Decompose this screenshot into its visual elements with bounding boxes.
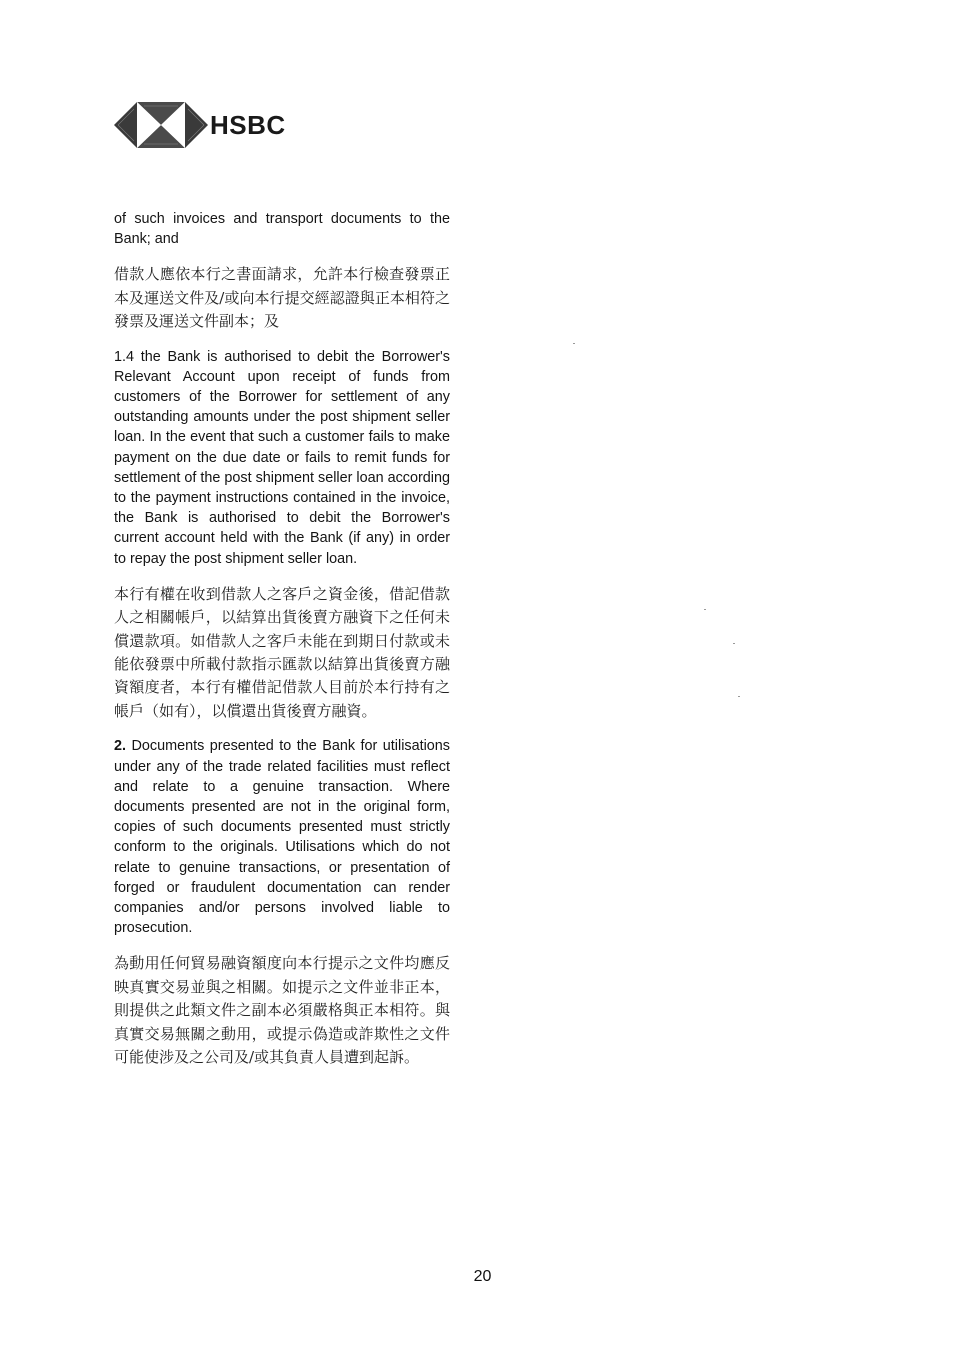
paragraph-3-english (114, 736, 450, 938)
paragraph-3-text: Documents presented to the Bank for utilisations under any of the trade related facilities must reflect and relate to a genuine transaction. Where documents presented are not in the original form, copies of such documents presented must strictly conform to the originals. Utilisations which do not relate to genuine transactions, or presentation of forged or fraudulent documentation can render companies and/or persons involved liable to prosecution. (114, 738, 450, 937)
scan-speck (704, 609, 706, 610)
brand-name: HSBC (210, 109, 286, 140)
clause-number: 2. (114, 738, 127, 755)
brand-logo (114, 100, 286, 150)
paragraph-2-english: 1.4 the Bank is authorised to debit the Borrower's Relevant Account upon receipt of funds from customers of the Borrower for settlement of any outstanding amounts under the post shipment seller loan. In the event that such a customer fails to make payment on the due date or fails to remit funds for settlement of the post shipment seller loan according to the payment instructions contained in the invoice, the Bank is authorised to debit the Borrower's current account held with the Bank (if any) in order to repay the post shipment seller loan. (114, 348, 450, 567)
scan-speck (573, 343, 575, 344)
document-body (114, 209, 450, 1069)
hsbc-hexagon-logo-icon (114, 100, 208, 150)
scan-speck (738, 696, 740, 697)
scan-speck (733, 643, 735, 644)
paragraph-1-chinese: 借款人應依本行之書面請求，允許本行檢查發票正本及運送文件及/或向本行提交經認證與正本相符之發票及運送文件副本；及 (114, 265, 450, 331)
paragraph-2-chinese: 本行有權在收到借款人之客戶之資金後，借記借款人之相關帳戶，以結算出貨後賣方融資下之任何未償還款項。如借款人之客戶未能在到期日付款或未能依發票中所載付款指示匯款以結算出貨後賣方融資額度者，本行有權借記借款人目前於本行持有之帳戶（如有），以償還出貨後賣方融資。 (114, 584, 450, 720)
page-number: 20 (473, 1268, 492, 1285)
paragraph-1-english: of such invoices and transport documents to the Bank; and (114, 211, 450, 248)
paragraph-3-chinese: 為動用任何貿易融資額度向本行提示之文件均應反映真實交易並與之相關。如提示之文件並非正本，則提供之此類文件之副本必須嚴格與正本相符。與真實交易無關之動用，或提示偽造或詐欺性之文件可能使涉及之公司及/或其負責人員遭到起訴。 (114, 954, 450, 1066)
